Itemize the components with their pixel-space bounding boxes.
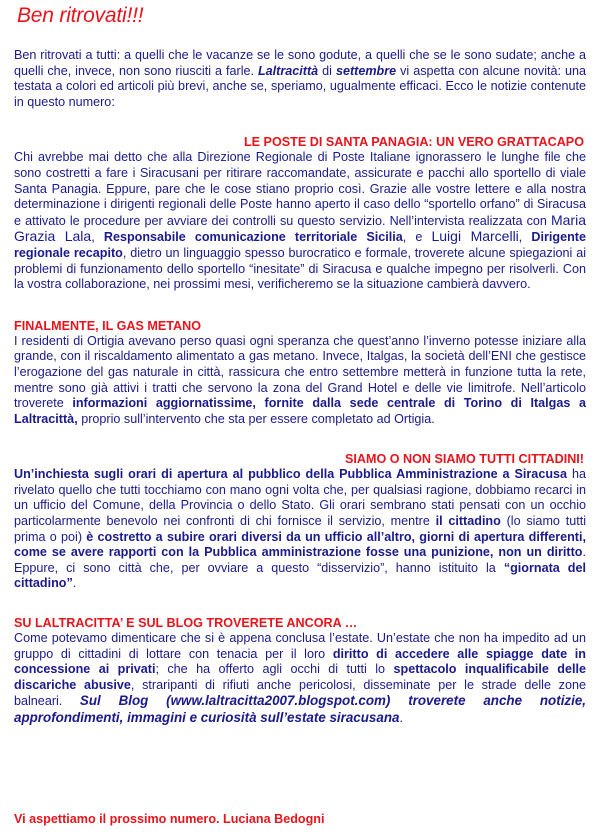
gas-highlight: informazioni aggiornatissime, fornite dalla sede centrale di Torino di Italgas a Laltracittà, <box>14 396 586 426</box>
poste-text-4: , <box>518 230 532 245</box>
section-poste-body <box>14 150 586 292</box>
poste-text-5: , dietro un linguaggio spesso burocratico e formale, troverete alcune spiegazioni ai problemi di funzionamento dello sportello “inesitate” di Siracusa e qualche impegno per risolverli. Con la vostra collaborazione, nei prossimi mesi, verificheremo se la situazione cambierà davvero. <box>14 245 586 292</box>
section-gas-body <box>14 334 586 428</box>
gas-text-2: proprio sull’intervento che sta per essere completato ad Ortigia. <box>77 411 435 426</box>
intro-text-3: vi aspetta con alcune novità: una testata a colori ed articoli più brevi, anche se, speriamo, ugualmente efficaci. Ecco le notizie contenute in questo numero: <box>14 63 586 109</box>
section-cittadini-body <box>14 467 586 592</box>
intro-text-1: Ben ritrovati a tutti: a quelli che le vacanze se le sono godute, a quelli che se le sono sudate; anche a quelli che, invece, non sono riusciti a farle. <box>14 48 586 78</box>
section-blog-body <box>14 631 586 727</box>
blog-text-4: . <box>399 711 403 725</box>
cittadini-text-2: (lo siamo tutti prima o poi) <box>14 514 586 544</box>
poste-name-lala: Maria Grazia Lala <box>14 211 586 245</box>
poste-text-3: , e <box>402 230 432 245</box>
section-gas-heading: FINALMENTE, IL GAS METANO <box>14 318 202 333</box>
signoff: Vi aspettiamo il prossimo numero. Luciana Bedogni <box>14 812 325 826</box>
cittadini-text-1: ha rivelato quello che tutti tocchiamo con mano ogni volta che, per qualsiasi ragione, dobbiamo recarci in un ufficio del Comune, della Provincia o dello Stato. Gli orari sembrano stati pensati con un occhio particolarmente benevolo nei confronti di chi fornisce il servizio, mentre <box>14 467 586 529</box>
section-blog-heading: SU LALTRACITTA’ E SUL BLOG TROVERETE ANCORA … <box>14 616 358 631</box>
poste-name-marcelli: Luigi Marcelli <box>431 228 519 245</box>
cittadini-giornata: “giornata del cittadino” <box>14 560 586 591</box>
poste-role-marcelli: Dirigente regionale recapito <box>14 230 587 260</box>
blog-discariche: spettacolo inqualificabile delle discariche abusive <box>14 662 587 692</box>
blog-text-2: ; che ha offerto agli occhi di tutti lo <box>155 662 394 677</box>
section-cittadini-heading: SIAMO O NON SIAMO TUTTI CITTADINI! <box>344 452 584 467</box>
gas-text-1: I residenti di Ortigia avevano perso quasi ogni speranza che quest’anno l’inverno potesse iniziare alla grande, con il riscaldamento alimentato a gas metano. Invece, Italgas, la società dell’ENI che gestisce l’erogazione del gas naturale in città, rassicura che entro settembre metterà in funzione tutta la rete, mentre sono già attivi i tratti che servono la zona del Grand Hotel e delle vie limitrofe. Nell’articolo troverete <box>14 333 586 411</box>
cittadini-text-3: . Eppure, ci sono città che, per ovviare a questo “disservizio”, hanno istituito la <box>14 545 586 575</box>
poste-text-2: , <box>91 230 104 245</box>
page-title: Ben ritrovati!!! <box>17 4 144 27</box>
blog-text-1: Come potevamo dimenticare che si è appena conclusa l’estate. Un’estate che non ha impedito ad un gruppo di cittadini di lottare con tenacia per il loro <box>14 631 586 661</box>
cittadini-il-cittadino: il cittadino <box>435 514 501 529</box>
blog-text-3: , straripanti di rifiuti anche pericolosi, disseminate per le strade delle zone balneari. <box>14 677 586 709</box>
cittadini-highlight: è costretto a subire orari diversi da un ufficio all’altro, giorni di apertura differenti, come se avere rapporti con la Pubblica amministrazione fosse una punizione, non un diritto <box>14 529 586 560</box>
blog-spiagge: diritto di accedere alle spiagge date in concessione ai privati <box>14 646 586 677</box>
intro-text-2: di <box>318 63 336 78</box>
intro-paragraph <box>14 48 586 110</box>
cittadini-text-4: . <box>72 576 77 591</box>
section-poste-heading: LE POSTE DI SANTA PANAGIA: UN VERO GRATTACAPO <box>243 135 584 150</box>
poste-text-1: Chi avrebbe mai detto che alla Direzione Regionale di Poste Italiane ignorassero le lunghe file che sono costretti a fare i Siracusani per ritirare raccomandate, assicurate e pacchi allo sportello di viale Santa Panagia. Eppure, pare che le cose stiano proprio così. Grazie alle vostre lettere e alla nostra determinazione i dirigenti regionali delle Poste hanno aperto il caso dello “sportello orfano” di Siracusa e attivato le procedure per avviare dei controlli su questo servizio. Nell’intervista realizzata con <box>14 150 586 228</box>
poste-role-lala: Responsabile comunicazione territoriale Sicilia <box>103 230 403 245</box>
cittadini-lead: Un’inchiesta sugli orari di apertura al pubblico della Pubblica Amministrazione a Siracusa <box>14 467 568 482</box>
blog-link-text: Sul Blog (www.laltracitta2007.blogspot.com) troverete anche notizie, approfondimenti, immagini e curiosità sull’estate siracusana <box>14 693 586 725</box>
intro-laltracitta: Laltracittà <box>257 63 319 78</box>
intro-settembre: settembre <box>335 63 397 78</box>
